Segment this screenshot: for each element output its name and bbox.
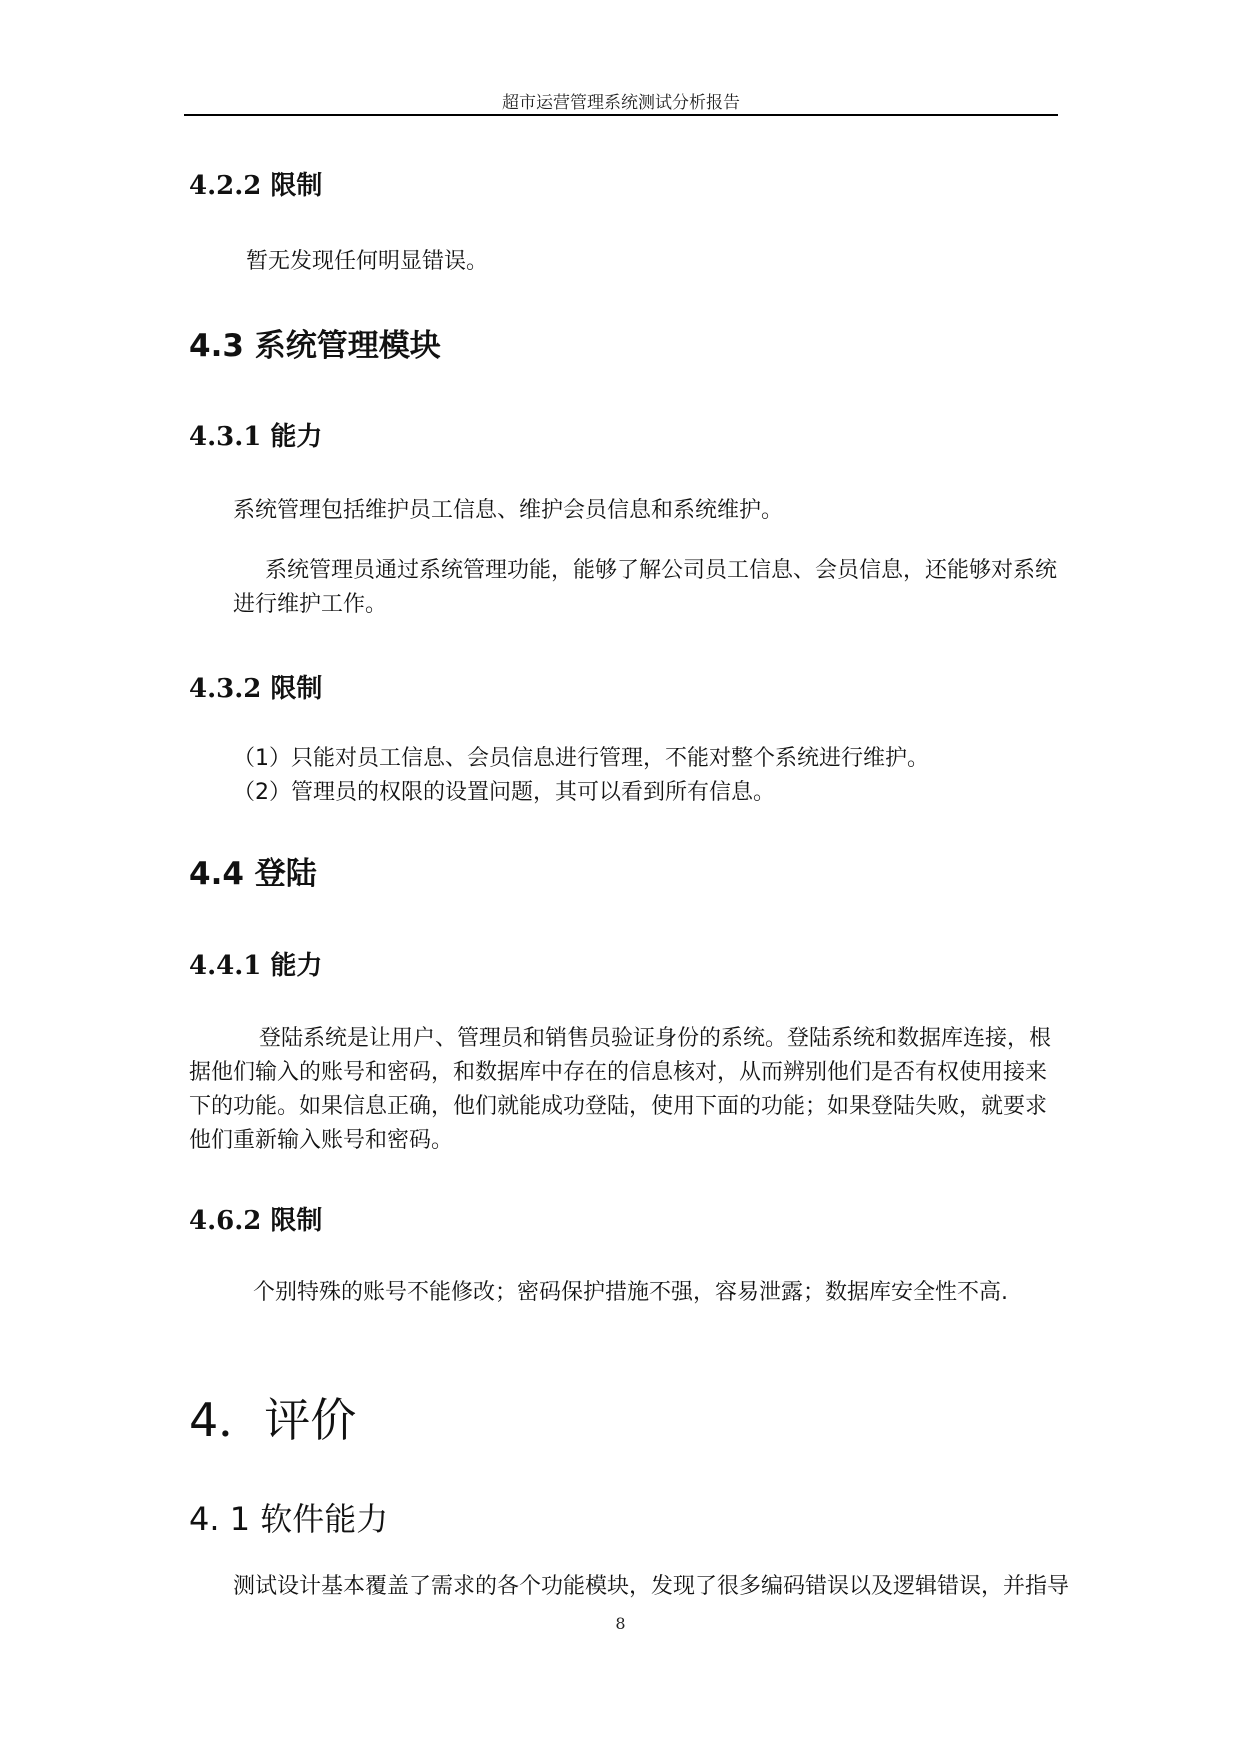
page-number: 8 (615, 1614, 626, 1633)
paragraph-4-3-1-b: 系统管理员通过系统管理功能，能够了解公司员工信息、会员信息，还能够对系统进行维护工作。 (233, 558, 1058, 617)
page-header: 超市运营管理系统测试分析报告 (502, 93, 740, 113)
paragraph-4-2-2: 暂无发现任何明显错误。 (246, 249, 489, 274)
heading-4-4-1: 4.4.1 能力 (189, 951, 323, 981)
paragraph-4-3-1-a: 系统管理包括维护员工信息、维护会员信息和系统维护。 (233, 498, 784, 523)
paragraph-4-4-1: 登陆系统是让用户、管理员和销售员验证身份的系统。登陆系统和数据库连接，根据他们输入的账号和密码，和数据库中存在的信息核对，从而辨别他们是否有权使用接来下的功能。如果信息正确，他们就能成功登陆，使用下面的功能；如果登陆失败，就要求他们重新输入账号和密码。 (189, 1026, 1052, 1153)
paragraph-4-1: 测试设计基本覆盖了需求的各个功能模块，发现了很多编码错误以及逻辑错误，并指导 (233, 1574, 1070, 1599)
list-item-4-3-2-2: （2）管理员的权限的设置问题，其可以看到所有信息。 (233, 780, 775, 805)
heading-4-3-1: 4.3.1 能力 (189, 422, 323, 452)
heading-4-3: 4.3 系统管理模块 (189, 328, 441, 364)
paragraph-4-6-2: 个别特殊的账号不能修改；密码保护措施不强，容易泄露；数据库安全性不高. (253, 1280, 1008, 1305)
heading-4-1: 4. 1 软件能力 (189, 1500, 389, 1538)
heading-4: 4．评价 (189, 1393, 357, 1447)
heading-4-4: 4.4 登陆 (189, 856, 317, 892)
heading-4-2-2: 4.2.2 限制 (189, 171, 323, 201)
header-rule (184, 114, 1058, 116)
heading-4-3-2: 4.3.2 限制 (189, 674, 323, 704)
heading-4-6-2: 4.6.2 限制 (189, 1206, 323, 1236)
list-item-4-3-2-1: （1）只能对员工信息、会员信息进行管理，不能对整个系统进行维护。 (233, 746, 929, 771)
